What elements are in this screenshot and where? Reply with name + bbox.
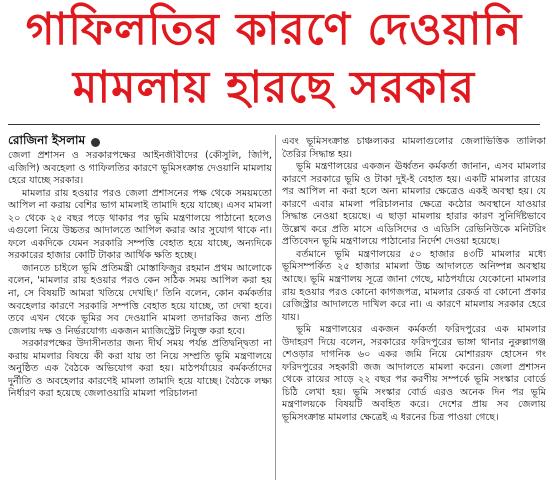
paragraph: এবং ভূমিসংক্রান্ত চাঞ্চল্যকর মামলাগুলোর জেলাভিত্তিক তালিকা তৈরির সিদ্ধান্ত হয়।: [282, 136, 546, 160]
paragraph: ভূমি মন্ত্রণালয়ের একজন কর্মকর্তা ফরিদপুরের এক মামলার উদাহরণ দিয়ে বলেন, সরকারের ফরিদপুরের ভাঙ্গা থানার নুরুল্লাগঞ্জ শেওড়ার দাগনিক ৬০ একর জমি নিয়ে মোশাররফ হোসেন গং ফরিদপুরের সহকারী জজ আদালতে মামলা করেন। জেলা প্রশাসন থেকে রায়ের সাড়ে ২২ বছর পর করণীয় সম্পর্কে ভূমি সংস্কার বোর্ডে চিঠি লেখা হয়। ভূমি সংস্কার বোর্ড এরও অনেক দিন পর ভূমি মন্ত্রণালয়কে বিষয়টি অবহিত করে। দেশের প্রায় সব জেলায় ভূমিসংক্রান্ত মামলার ক্ষেত্রেই এ ধরনের চিত্র পাওয়া গেছে।: [282, 324, 546, 424]
paragraph: বর্তমানে ভূমি মন্ত্রণালয়ের ৫০ হাজার ৪৩টি মামলার মধ্যে ভূমিসম্পর্কিত ২৫ হাজার মামলা উচ্চ আদালতে অনিষ্পন্ন অবস্থায় আছে। ভূমি মন্ত্রণালয় সূত্রে জানা গেছে, মাঠপর্যায়ে যেকোনো মামলার রায় হওয়ার পরও কোনো কাগজপত্র, মামলার রেকর্ড বা কোনো প্রকার রেজিস্ট্রার আদালতে দাখিল করে না। এ কারণে মামলায় সরকার হেরে যায়।: [282, 248, 546, 323]
paragraph: সরকারপক্ষের উদাসীনতার জন্য দীর্ঘ সময় পর্যন্ত প্রতিদ্বন্দ্বিতা না করায় মামলার বিষয়ে কী করা যায় তা নিয়ে সম্প্রতি ভূমি মন্ত্রণালয়ে অনুষ্ঠিত এক বৈঠকে অভিযোগ করা হয়। মাঠপর্যায়ের কর্মকর্তাদের দুর্নীতি ও অবহেলার কারণেই মামলা তামাদি হয়ে যাচ্ছে। বৈঠকে লক্ষ্য নির্ধারণ করা হয়েছে জেলাওয়ারি মামলা পরিচালনা: [8, 338, 272, 400]
column-divider: [275, 135, 276, 480]
paragraph: মামলার রায় হওয়ার পরও জেলা প্রশাসনের পক্ষ থেকে সময়মতো আপিল না করায় বেশির ভাগ মামলাই তামাদি হয়ে যাচ্ছে। এসব মামলা ২০ থেকে ২৫ বছর পড়ে থাকার পর ভূমি মন্ত্রণালয়ে পাঠানো হলেও এগুলো নিয়ে উচ্চতর আদালতে আপিল করার আর সুযোগ থাকে না। ফলে একদিকে যেমন সরকারি সম্পত্তি বেহাত হয়ে যাচ্ছে, অন্যদিকে সরকারের হাজার কোটি টাকার আর্থিক ক্ষতি হচ্ছে।: [8, 187, 272, 262]
bullet-icon: [91, 138, 100, 147]
headline-divider: [8, 124, 540, 125]
paragraph: ভূমি মন্ত্রণালয়ের একজন ঊর্ধ্বতন কর্মকর্তা জানান, এসব মামলার কারণে সরকারে ভূমি ও টাকা দুই-ই বেহাত হয়। একটি মামলার রায়ের পর আপিল না করা হলে অন্য মামলার ক্ষেত্রেও একই অবস্থা হয়। যে কারণে এবার মামলা পরিচালনার ক্ষেত্রে কঠোর অবস্থানে যাওয়ার সিদ্ধান্ত নেওয়া হয়েছে। এ ছাড়া মামলায় হারার কারণ সুনির্দিষ্টভাবে উল্লেখ করে প্রতি মাসে এডিসিদের ও এডিসি রেভিনিউকে মনিটরিং প্রতিবেদন ভূমি মন্ত্রণালয়ে পাঠানোর নির্দেশ দেওয়া হয়েছে।: [282, 161, 546, 248]
headline-line-2: মামলায় হারছে সরকার: [72, 62, 476, 113]
article-column-right: [282, 136, 546, 480]
byline: [8, 133, 100, 151]
article-column-left: [8, 150, 272, 480]
paragraph: জানতে চাইলে ভূমি প্রতিমন্ত্রী মোস্তাফিজুর রহমান প্রথম আলোকে বলেন, 'মামলার রায় হওয়ার পরও কেন সঠিক সময় আপিল করা হয় না, সে বিষয়টি আমরা খতিয়ে দেখছি।' তিনি বলেন, কোন কর্মকর্তার অবহেলার কারণে সরকারি সম্পত্তি বেহাত হয়ে যাচ্ছে, তা দেখা হবে। তবে এখন থেকে ভূমির সব দেওয়ানি মামলা তদারকির জন্য প্রতি জেলায় দক্ষ ও নির্ভরযোগ্য একজন ম্যাজিস্ট্রেট নিযুক্ত করা হবে।: [8, 262, 272, 337]
paragraph: জেলা প্রশাসন ও সরকারপক্ষের আইনজীবীদের (কৌসুলি, জিপি, এজিপি) অবহেলা ও গাফিলতির কারণে ভূমিসংক্রান্ত দেওয়ানি মামলায় হেরে যাচ্ছে সরকার।: [8, 150, 272, 187]
headline-line-1: গাফিলতির কারণে দেওয়ানি: [25, 4, 523, 55]
byline-author: রোজিনা ইসলাম: [8, 133, 86, 147]
